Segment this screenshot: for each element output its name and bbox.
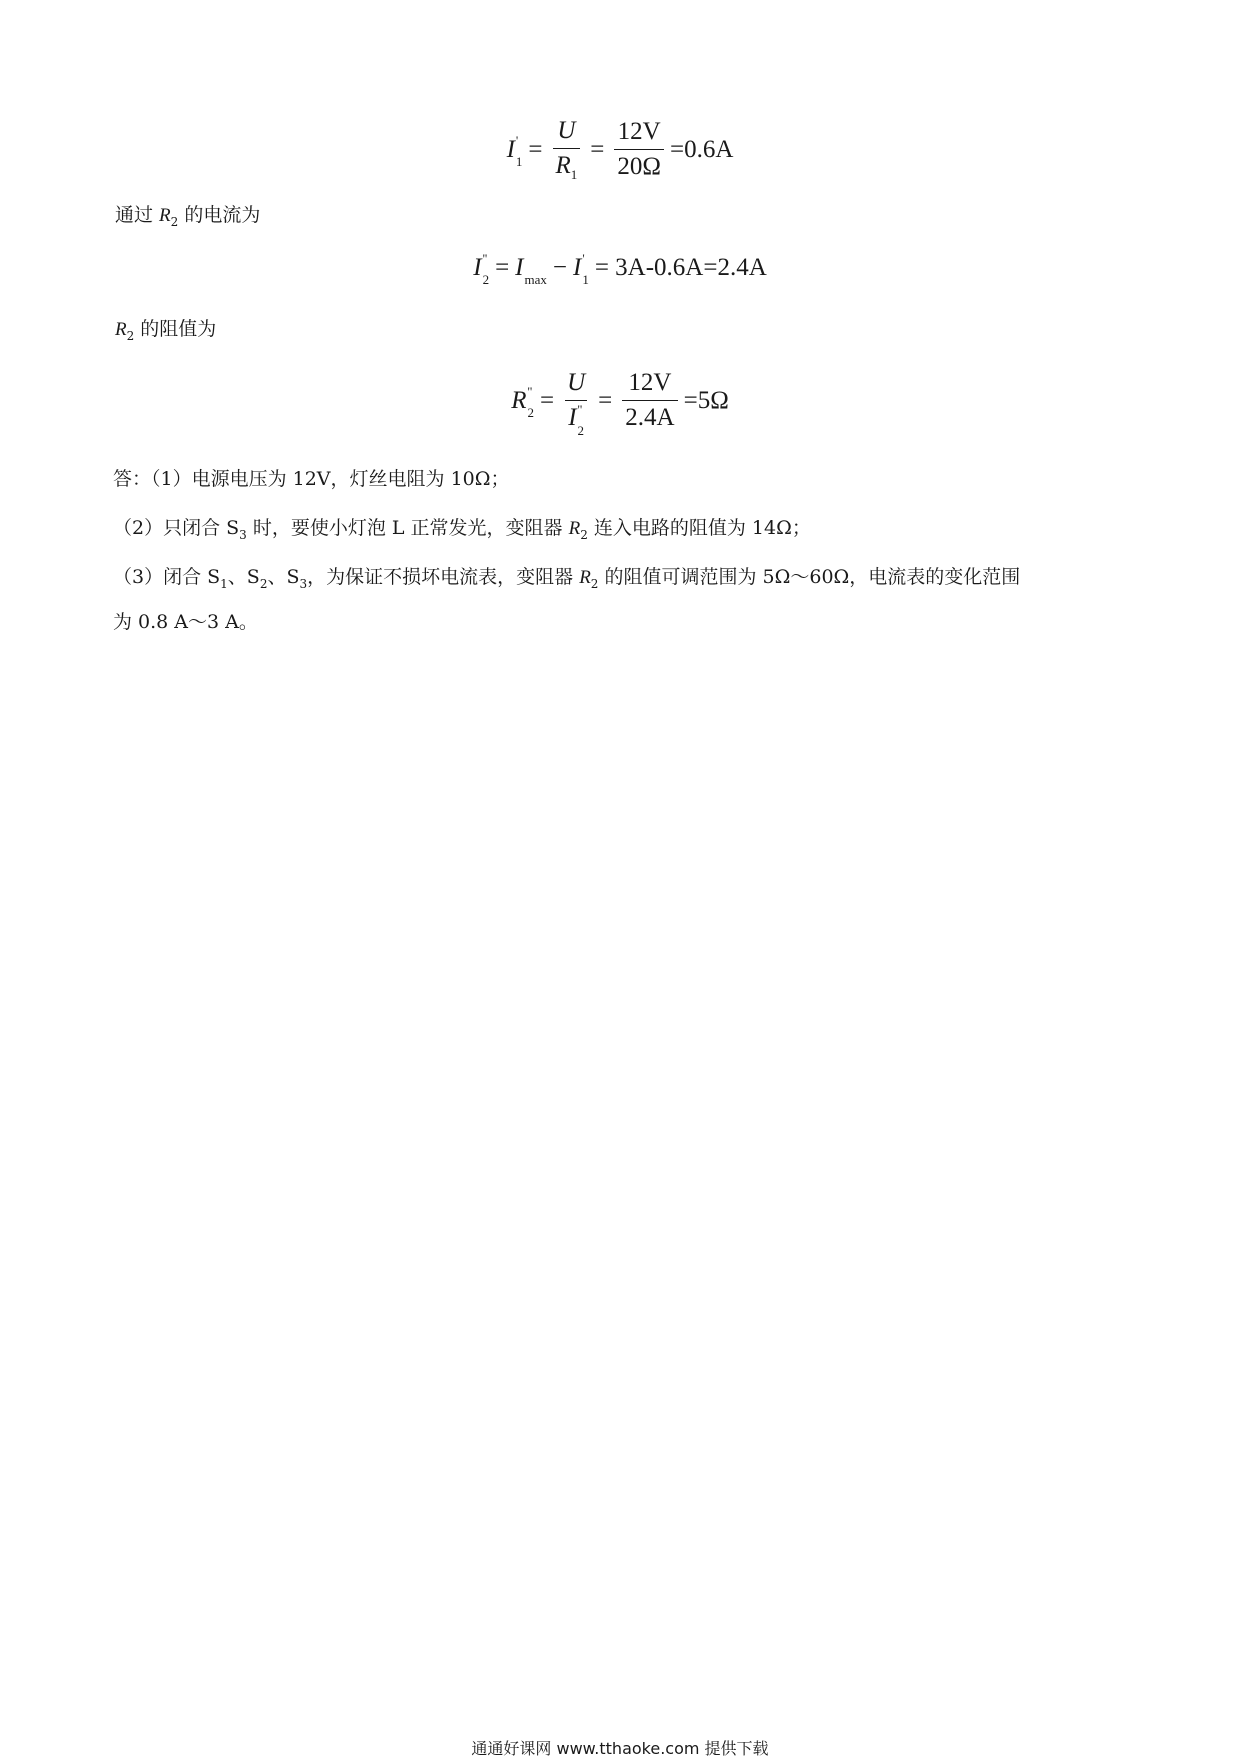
- eq1-fraction-numeric: $\frac{12V}{20\Omega}$: [614, 119, 664, 181]
- equation-current-r2: I '' 2 = I max − I ' 1 = 3A-0.6A=2.4A: [473, 251, 767, 287]
- eq2-lhs: I '' 2: [473, 251, 490, 287]
- page-footer: 通通好课网 www.tthaoke.com 提供下载: [471, 1739, 769, 1758]
- eq3-lhs: R '' 2: [511, 383, 534, 420]
- eq1-result: =0.6A: [670, 135, 734, 163]
- paragraph-resistance-r2-intro: $R_2$ 的阻值为: [115, 318, 217, 343]
- answer-part-3: （3）闭合 $S_1$、$S_2$、$S_3$，为保证不损坏电流表，变阻器 $R_2$ 的阻值可调范围为 5Ω～60Ω，电流表的变化范围: [113, 566, 1021, 591]
- equation-current-r1: I ' 1 = $\frac{U}{R_1}$ = $\frac{12V}{20\Omega}$ =0.6A: [506, 117, 734, 183]
- answer-part-1: 答：（1）电源电压为 12V，灯丝电阻为 10Ω；: [113, 468, 510, 490]
- eq1-lhs: I ' 1: [506, 132, 523, 169]
- eq3-fraction-symbolic: U I '' 2: [567, 369, 586, 439]
- equation-resistance-r2: R '' 2 = U I '' 2 = $\frac{12V}{2.4A}$ =5Ω: [511, 369, 729, 439]
- eq1-fraction-symbolic: $\frac{U}{R_1}$: [553, 118, 581, 182]
- answer-part-3-continued: 为 0.8 A～3 A。: [113, 611, 258, 633]
- eq3-fraction-numeric: $\frac{12V}{2.4A}$: [622, 370, 677, 432]
- answer-part-2: （2）只闭合 $S_3$ 时，要使小灯泡 L 正常发光，变阻器 $R_2$ 连入电路的阻值为 14Ω；: [113, 517, 811, 542]
- eq3-result: =5Ω: [683, 386, 729, 414]
- paragraph-current-r2-intro: 通过 $R_2$ 的电流为: [115, 204, 261, 229]
- eq2-result: = 3A-0.6A=2.4A: [594, 254, 767, 281]
